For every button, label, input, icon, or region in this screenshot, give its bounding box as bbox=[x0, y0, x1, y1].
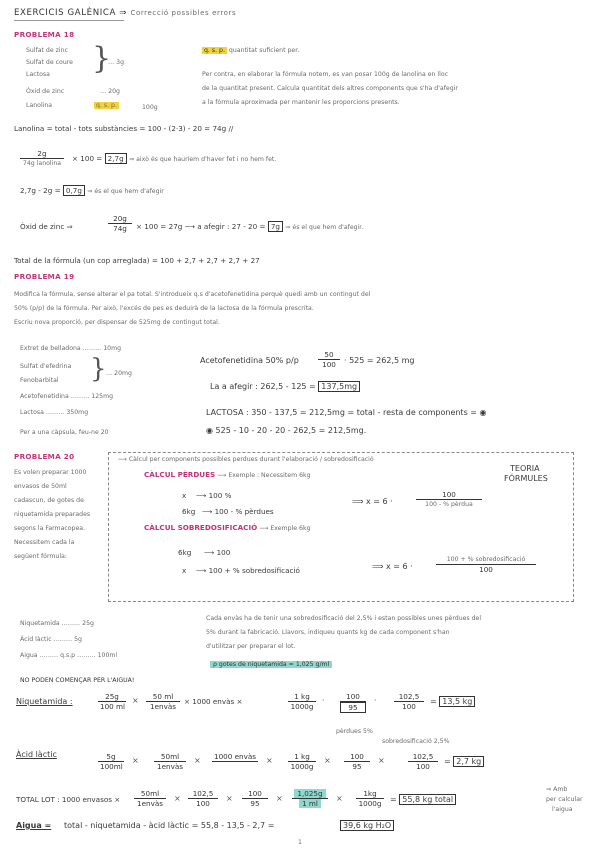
ingredient-line: Lanolina bbox=[26, 102, 53, 109]
fraction: 50ml 1envàs bbox=[134, 789, 166, 808]
calc-line: × 100 = 2,7g ⇒ això és que hauríem d'haver fet i no hem fet. bbox=[72, 154, 277, 163]
annotation: ⇒ Amb bbox=[546, 786, 568, 793]
problem-text: de la quantitat present. Calcula quantitat dels altres components que s'ha d'afegir bbox=[202, 85, 458, 92]
ingredient-line: Sulfat d'efedrina bbox=[20, 363, 72, 370]
problem-text: Es volen preparar 1000 bbox=[14, 469, 87, 476]
problem-text: d'utilitzar per preparar el lot. bbox=[206, 643, 296, 650]
density-note: ρ gotes de niquetamida = 1,025 g/ml bbox=[210, 660, 332, 669]
formula-line: ⟹ x = 6 · bbox=[372, 562, 413, 571]
ingredient-line: Lactosa bbox=[26, 71, 50, 78]
calc-line: LACTOSA : 350 - 137,5 = 212,5mg = total - resta de components = ◉ bbox=[206, 408, 487, 417]
formula-item: Aigua ……… q.s.p ……… 100ml bbox=[20, 652, 118, 659]
calc-line: La a afegir : 262,5 - 125 = 137,5mg bbox=[210, 382, 360, 391]
ingredient-line: Lactosa ……… 350mg bbox=[20, 409, 89, 416]
fraction: 20g 74g bbox=[108, 214, 132, 233]
result: = 13,5 kg bbox=[430, 697, 475, 706]
fraction: 102,5 100 bbox=[394, 692, 424, 711]
problem-text: cadascun, de gotes de bbox=[14, 497, 84, 504]
fraction: 100 95 bbox=[340, 692, 366, 713]
formula-line: x bbox=[182, 566, 187, 575]
problem-text: 5% durant la fabricació. Llavors, indiqueu quants kg de cada component s'han bbox=[206, 629, 450, 636]
calc-line: 2,7g - 2g = 0,7g ⇒ és el que hem d'afegir bbox=[20, 186, 164, 195]
total-line: Total de la fórmula (un cop arreglada) = 100 + 2,7 + 2,7 + 2,7 + 27 bbox=[14, 256, 260, 265]
fraction: 50 100 bbox=[318, 350, 340, 369]
ingredient-line: Per a una càpsula, feu-ne 20 bbox=[20, 429, 109, 436]
result-box: 7g bbox=[268, 221, 283, 232]
problem-text: Necessitem cada la bbox=[14, 539, 75, 546]
result-box: 137,5mg bbox=[318, 381, 360, 392]
theory-heading: TEORIA bbox=[510, 464, 540, 473]
problem-19-label: PROBLEMA 19 bbox=[14, 272, 75, 281]
formula-line: ⟶ 100 + % sobredosificació bbox=[196, 566, 300, 575]
annotation: sobredosificació 2,5% bbox=[382, 738, 450, 745]
formula-line: x bbox=[182, 491, 187, 500]
fraction: 25g 100 ml bbox=[100, 692, 126, 711]
lanolina-calc: Lanolina = total - tots substàncies = 100 - (2·3) - 20 = 74g // bbox=[14, 124, 234, 133]
result-box: 2,7 kg bbox=[453, 756, 484, 767]
problem-text: Cada envàs ha de tenir una sobredosificació del 2,5% i estan possibles unes pèrdues del bbox=[206, 615, 482, 622]
fraction: 1000 envàs bbox=[212, 752, 258, 771]
page-number: 1 bbox=[298, 839, 302, 846]
page-title: EXERCICIS GALÈNICA ⇒ Correcció possibles errors bbox=[14, 8, 237, 18]
problem-text: niquetamida preparades bbox=[14, 511, 91, 518]
calc-label: TOTAL LOT : 1000 envasos × bbox=[16, 795, 121, 804]
fraction: 50 ml 1envàs bbox=[146, 692, 180, 711]
theory-intro: ⟶ Càlcul per components possibles perdues durant l'elaboració / sobredosificació bbox=[118, 456, 374, 463]
fraction: 1,025g 1 ml bbox=[292, 789, 328, 808]
calc-line: total - niquetamida - àcid làctic = 55,8 - 13,5 - 2,7 = bbox=[64, 821, 275, 830]
calc-line: · 525 = 262,5 mg bbox=[344, 356, 415, 365]
ingredient-line: Sulfat de zinc bbox=[26, 47, 68, 54]
formula-line: ⟶ 100 bbox=[204, 548, 231, 557]
problem-text: següent fórmula: bbox=[14, 553, 67, 560]
formula-item: Àcid làctic ……… 5g bbox=[20, 636, 82, 643]
ingredient-line: Òxid de zinc bbox=[26, 88, 65, 95]
result bbox=[340, 821, 394, 830]
annotation: per calcular bbox=[546, 796, 583, 803]
losses-heading: CÀLCUL PÈRDUES ⟶ Exemple : Necessitem 6kg bbox=[144, 470, 311, 479]
ingredient-line: Fenobarbital bbox=[20, 377, 59, 384]
theory-heading: FÓRMULES bbox=[504, 474, 548, 483]
formula-line: ⟶ 100 % bbox=[196, 491, 232, 500]
problem-text: Modifica la fórmula, sense alterar el pa total. S'introdueix q.s d'acetofenetidina perquè quedi amb un contingut del bbox=[14, 291, 371, 298]
fraction: 102,5 100 bbox=[408, 752, 438, 771]
qsp-definition: q. s. p. quantitat suficient per. bbox=[204, 47, 300, 54]
fraction: 50ml 1envàs bbox=[154, 752, 186, 771]
fraction: 1kg 1000g bbox=[356, 789, 384, 808]
fraction: 5g 100ml bbox=[100, 752, 123, 771]
ingredient-line: Extret de belladona ……… 10mg bbox=[20, 345, 122, 352]
ingredient-line: Sulfat de coure bbox=[26, 59, 73, 66]
fraction: 1 kg 1000g bbox=[288, 692, 316, 711]
ingredient-qty: 100g bbox=[142, 104, 158, 111]
formula-line: 6kg bbox=[178, 548, 192, 557]
result: = 55,8 kg total bbox=[390, 795, 456, 804]
annotation: l'aigua bbox=[552, 806, 573, 813]
fraction: 100 95 bbox=[344, 752, 370, 771]
fraction: 1 kg 1000g bbox=[288, 752, 316, 771]
result-box: 13,5 kg bbox=[439, 696, 475, 707]
problem-text: Per contra, en elaborar la fórmula notem, es van posar 100g de lanolina en lloc bbox=[202, 71, 449, 78]
problem-text: 50% (p/p) de la fórmula. Per això, l'excés de pes es deduirà de la lactosa de la fórmula prescrita. bbox=[14, 305, 314, 312]
result-box: 2,7g bbox=[105, 153, 127, 164]
problem-text: a la fórmula aproximada per mantenir les proporcions presents. bbox=[202, 99, 400, 106]
calc-label: Niquetamida : bbox=[16, 697, 73, 706]
result-box: 0,7g bbox=[63, 185, 85, 196]
formula-line: ⟹ x = 6 · bbox=[352, 497, 393, 506]
ingredient-qty: … 20mg bbox=[106, 370, 132, 377]
calc-label: Àcid làctic bbox=[16, 750, 57, 759]
calc-label: Aigua = bbox=[16, 821, 52, 830]
calc-label: Acetofenetidina 50% p/p bbox=[200, 356, 299, 365]
fraction: 100 95 bbox=[242, 789, 268, 808]
result-box: 55,8 kg total bbox=[399, 794, 456, 805]
problem-text: envasos de 50ml bbox=[14, 483, 67, 490]
problem-18-label: PROBLEMA 18 bbox=[14, 30, 75, 39]
problem-20-label: PROBLEMA 20 bbox=[14, 452, 75, 461]
brace-icon: } bbox=[92, 41, 112, 76]
fraction: 102,5 100 bbox=[188, 789, 218, 808]
calc-line: ◉ 525 - 10 - 20 - 20 - 262,5 = 212,5mg. bbox=[206, 426, 367, 435]
formula-line: ⟶ 100 - % pèrdues bbox=[202, 507, 274, 516]
annotation: pèrdues 5% bbox=[336, 728, 373, 735]
warning-note: NO PODEN COMENÇAR PER L'AIGUA! bbox=[20, 677, 135, 684]
brace-icon: } bbox=[90, 354, 107, 384]
calc-line: × 100 = 27g ⟶ a afegir : 27 - 20 = 7g ⇒ és el que hem d'afegir. bbox=[136, 222, 364, 231]
ingredient-qty: … 3g bbox=[108, 59, 125, 66]
qsp-highlight: q. s. p. bbox=[96, 102, 117, 109]
problem-text: segons la Farmacopea. bbox=[14, 525, 86, 532]
formula-item: Niquetamida ……… 25g bbox=[20, 620, 94, 627]
fraction: 100 + % sobredosificació 100 bbox=[436, 555, 536, 574]
result: = 2,7 kg bbox=[444, 757, 484, 766]
calc-label: Òxid de zinc ⇒ bbox=[20, 222, 73, 231]
overdose-heading: CÀLCUL SOBREDOSIFICACIÓ ⟶ Exemple 6kg bbox=[144, 523, 311, 532]
fraction: 100 100 - % pèrdua bbox=[416, 490, 482, 509]
result-box: 39,6 kg H₂O bbox=[340, 820, 394, 831]
calc-line: × 1000 envàs × bbox=[184, 697, 243, 706]
problem-text: Escriu nova proporció, per dispensar de 525mg de contingut total. bbox=[14, 319, 220, 326]
fraction: 2g 74g lanolina bbox=[20, 149, 64, 168]
ingredient-qty: … 20g bbox=[100, 88, 120, 95]
ingredient-line: Acetofenetidina ……… 125mg bbox=[20, 393, 114, 400]
formula-line: 6kg bbox=[182, 507, 196, 516]
